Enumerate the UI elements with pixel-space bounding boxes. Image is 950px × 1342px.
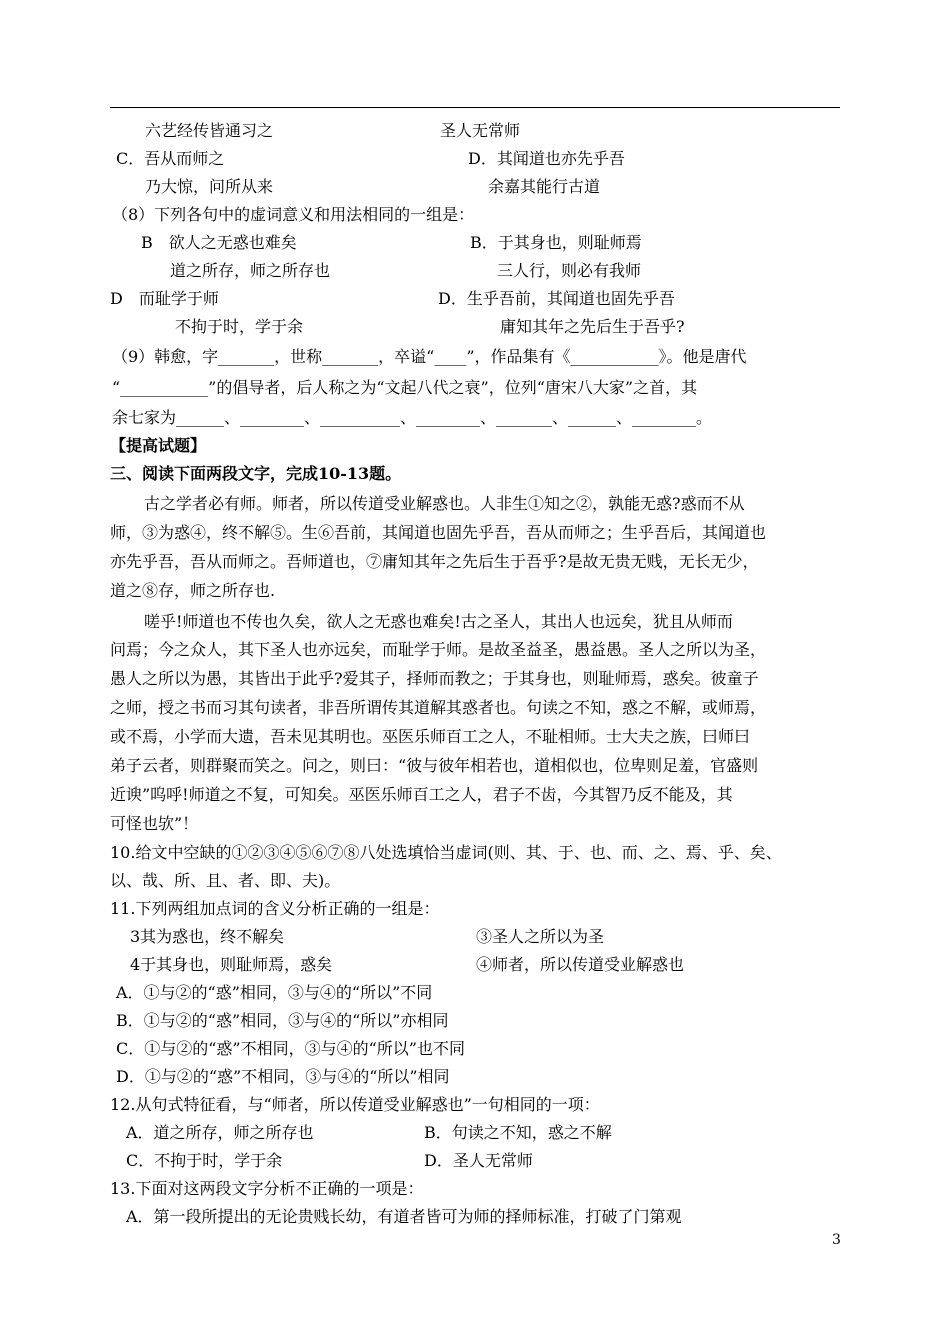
q10-line: 10.给文中空缺的①②③④⑤⑥⑦⑧八处选填恰当虚词(则、其、于、也、而、之、焉、乎、矣、 [110, 843, 782, 862]
passage-line: 之师，授之书而习其句读者，非吾所谓传其道解其惑者也。句读之不知，惑之不解，或师焉， [110, 698, 767, 717]
q9-line: 余七家为______、________、__________、________、_______、______、________。 [112, 408, 713, 427]
q7-option-d: D．其闻道也亦先乎吾 [468, 149, 625, 168]
q7-option-line: 圣人无常师 [440, 121, 521, 140]
q12-stem: 12.从句式特征看，与“师者，所以传道受业解惑也”一句相同的一项： [110, 1095, 600, 1114]
q11-example: 4于其身也，则耻师焉，惑矣 [130, 955, 333, 974]
q7-option-c: C．吾从而师之 [116, 149, 225, 168]
q9-line: （9）韩愈，字_______，世称_______，卒谥“____”，作品集有《___________》。他是唐代 [112, 347, 747, 366]
q8-option-line: 庸知其年之先后生于吾乎? [500, 317, 685, 336]
q7-option-line: 乃大惊，问所从来 [145, 177, 274, 196]
q8-option-line: B 欲人之无惑也难矣 [141, 233, 297, 252]
q11-option-c: C．①与②的“惑”不相同，③与④的“所以”也不同 [116, 1039, 465, 1058]
passage-line: 道之⑧存，师之所存也. [110, 581, 276, 600]
q7-option-line: 余嘉其能行古道 [488, 177, 601, 196]
header-rule [110, 107, 840, 108]
q8-option-line: D．生乎吾前，其闻道也固先乎吾 [438, 289, 675, 308]
passage-line: 可怪也欤”！ [110, 814, 199, 833]
passage-line: 弟子云者，则群聚而笑之。问之，则曰：“彼与彼年相若也，道相似也，位卑则足羞，官盛则 [110, 756, 759, 775]
passage-line: 亦先乎吾，吾从而师之。吾师道也，⑦庸知其年之先后生于吾乎?是故无贵无贱，无长无少， [110, 552, 759, 571]
q12-option-c: C．不拘于时，学于余 [126, 1151, 283, 1170]
q12-option-a: A．道之所存，师之所存也 [126, 1123, 314, 1142]
advanced-heading: 【提高试题】 [110, 436, 207, 455]
q11-stem: 11.下列两组加点词的含义分析正确的一组是： [110, 899, 440, 918]
q8-option-line: 三人行，则必有我师 [497, 261, 642, 280]
q11-option-b: B．①与②的“惑”相同，③与④的“所以”亦相同 [116, 1011, 449, 1030]
q12-option-b: B．句读之不知，惑之不解 [424, 1123, 612, 1142]
q11-option-a: A．①与②的“惑”相同，③与④的“所以”不同 [116, 983, 433, 1002]
q11-example: 3其为惑也，终不解矣 [130, 927, 285, 946]
passage-line: 近谀”呜呼!师道之不复，可知矣。巫医乐师百工之人，君子不齿，今其智乃反不能及，其 [110, 785, 733, 804]
q8-option-line: 不拘于时，学于余 [175, 317, 304, 336]
passage-line: 问焉；今之众人，其下圣人也亦远矣，而耻学于师。是故圣益圣，愚益愚。圣人之所以为圣， [110, 640, 767, 659]
q11-example: ③圣人之所以为圣 [476, 927, 605, 946]
passage-line: 师，③为惑④，终不解⑤。生⑥吾前，其闻道也固先乎吾，吾从而师之；生乎吾后，其闻道也 [110, 523, 767, 542]
page-number: 3 [832, 1232, 841, 1248]
q8-option-line: 道之所存，师之所存也 [170, 261, 331, 280]
passage-line: 古之学者必有师。师者，所以传道受业解惑也。人非生①知之②，孰能无惑?惑而不从 [144, 494, 745, 513]
q10-line: 以、哉、所、且、者、即、夫)。 [110, 871, 341, 890]
q11-option-d: D．①与②的“惑”不相同，③与④的“所以”相同 [116, 1067, 450, 1086]
passage-line: 或不焉，小学而大遗，吾未见其明也。巫医乐师百工之人，不耻相师。士大夫之族，曰师曰 [110, 727, 751, 746]
q13-option-a: A．第一段所提出的无论贵贱长幼，有道者皆可为师的择师标准，打破了门第观 [126, 1207, 682, 1226]
q8-stem: （8）下列各句中的虚词意义和用法相同的一组是： [112, 205, 475, 224]
q9-line: “___________”的倡导者，后人称之为“文起八代之衰”，位列“唐宋八大家”之首，其 [112, 378, 698, 397]
passage-line: 愚人之所以为愚，其皆出于此乎?爱其子，择师而教之；于其身也，则耻师焉，惑矣。彼童子 [110, 669, 759, 688]
q12-option-d: D．圣人无常师 [424, 1151, 533, 1170]
passage-line: 嗟乎!师道也不传也久矣，欲人之无惑也难矣!古之圣人，其出人也远矣，犹且从师而 [144, 612, 733, 631]
q8-option-line: D 而耻学于师 [110, 289, 219, 308]
q8-option-line: B．于其身也，则耻师焉 [470, 233, 642, 252]
q13-stem: 13.下面对这两段文字分析不正确的一项是： [110, 1179, 424, 1198]
q11-example: ④师者，所以传道受业解惑也 [476, 955, 685, 974]
section-title: 三、阅读下面两段文字，完成10-13题。 [110, 464, 402, 483]
q7-option-line: 六艺经传皆通习之 [145, 121, 274, 140]
